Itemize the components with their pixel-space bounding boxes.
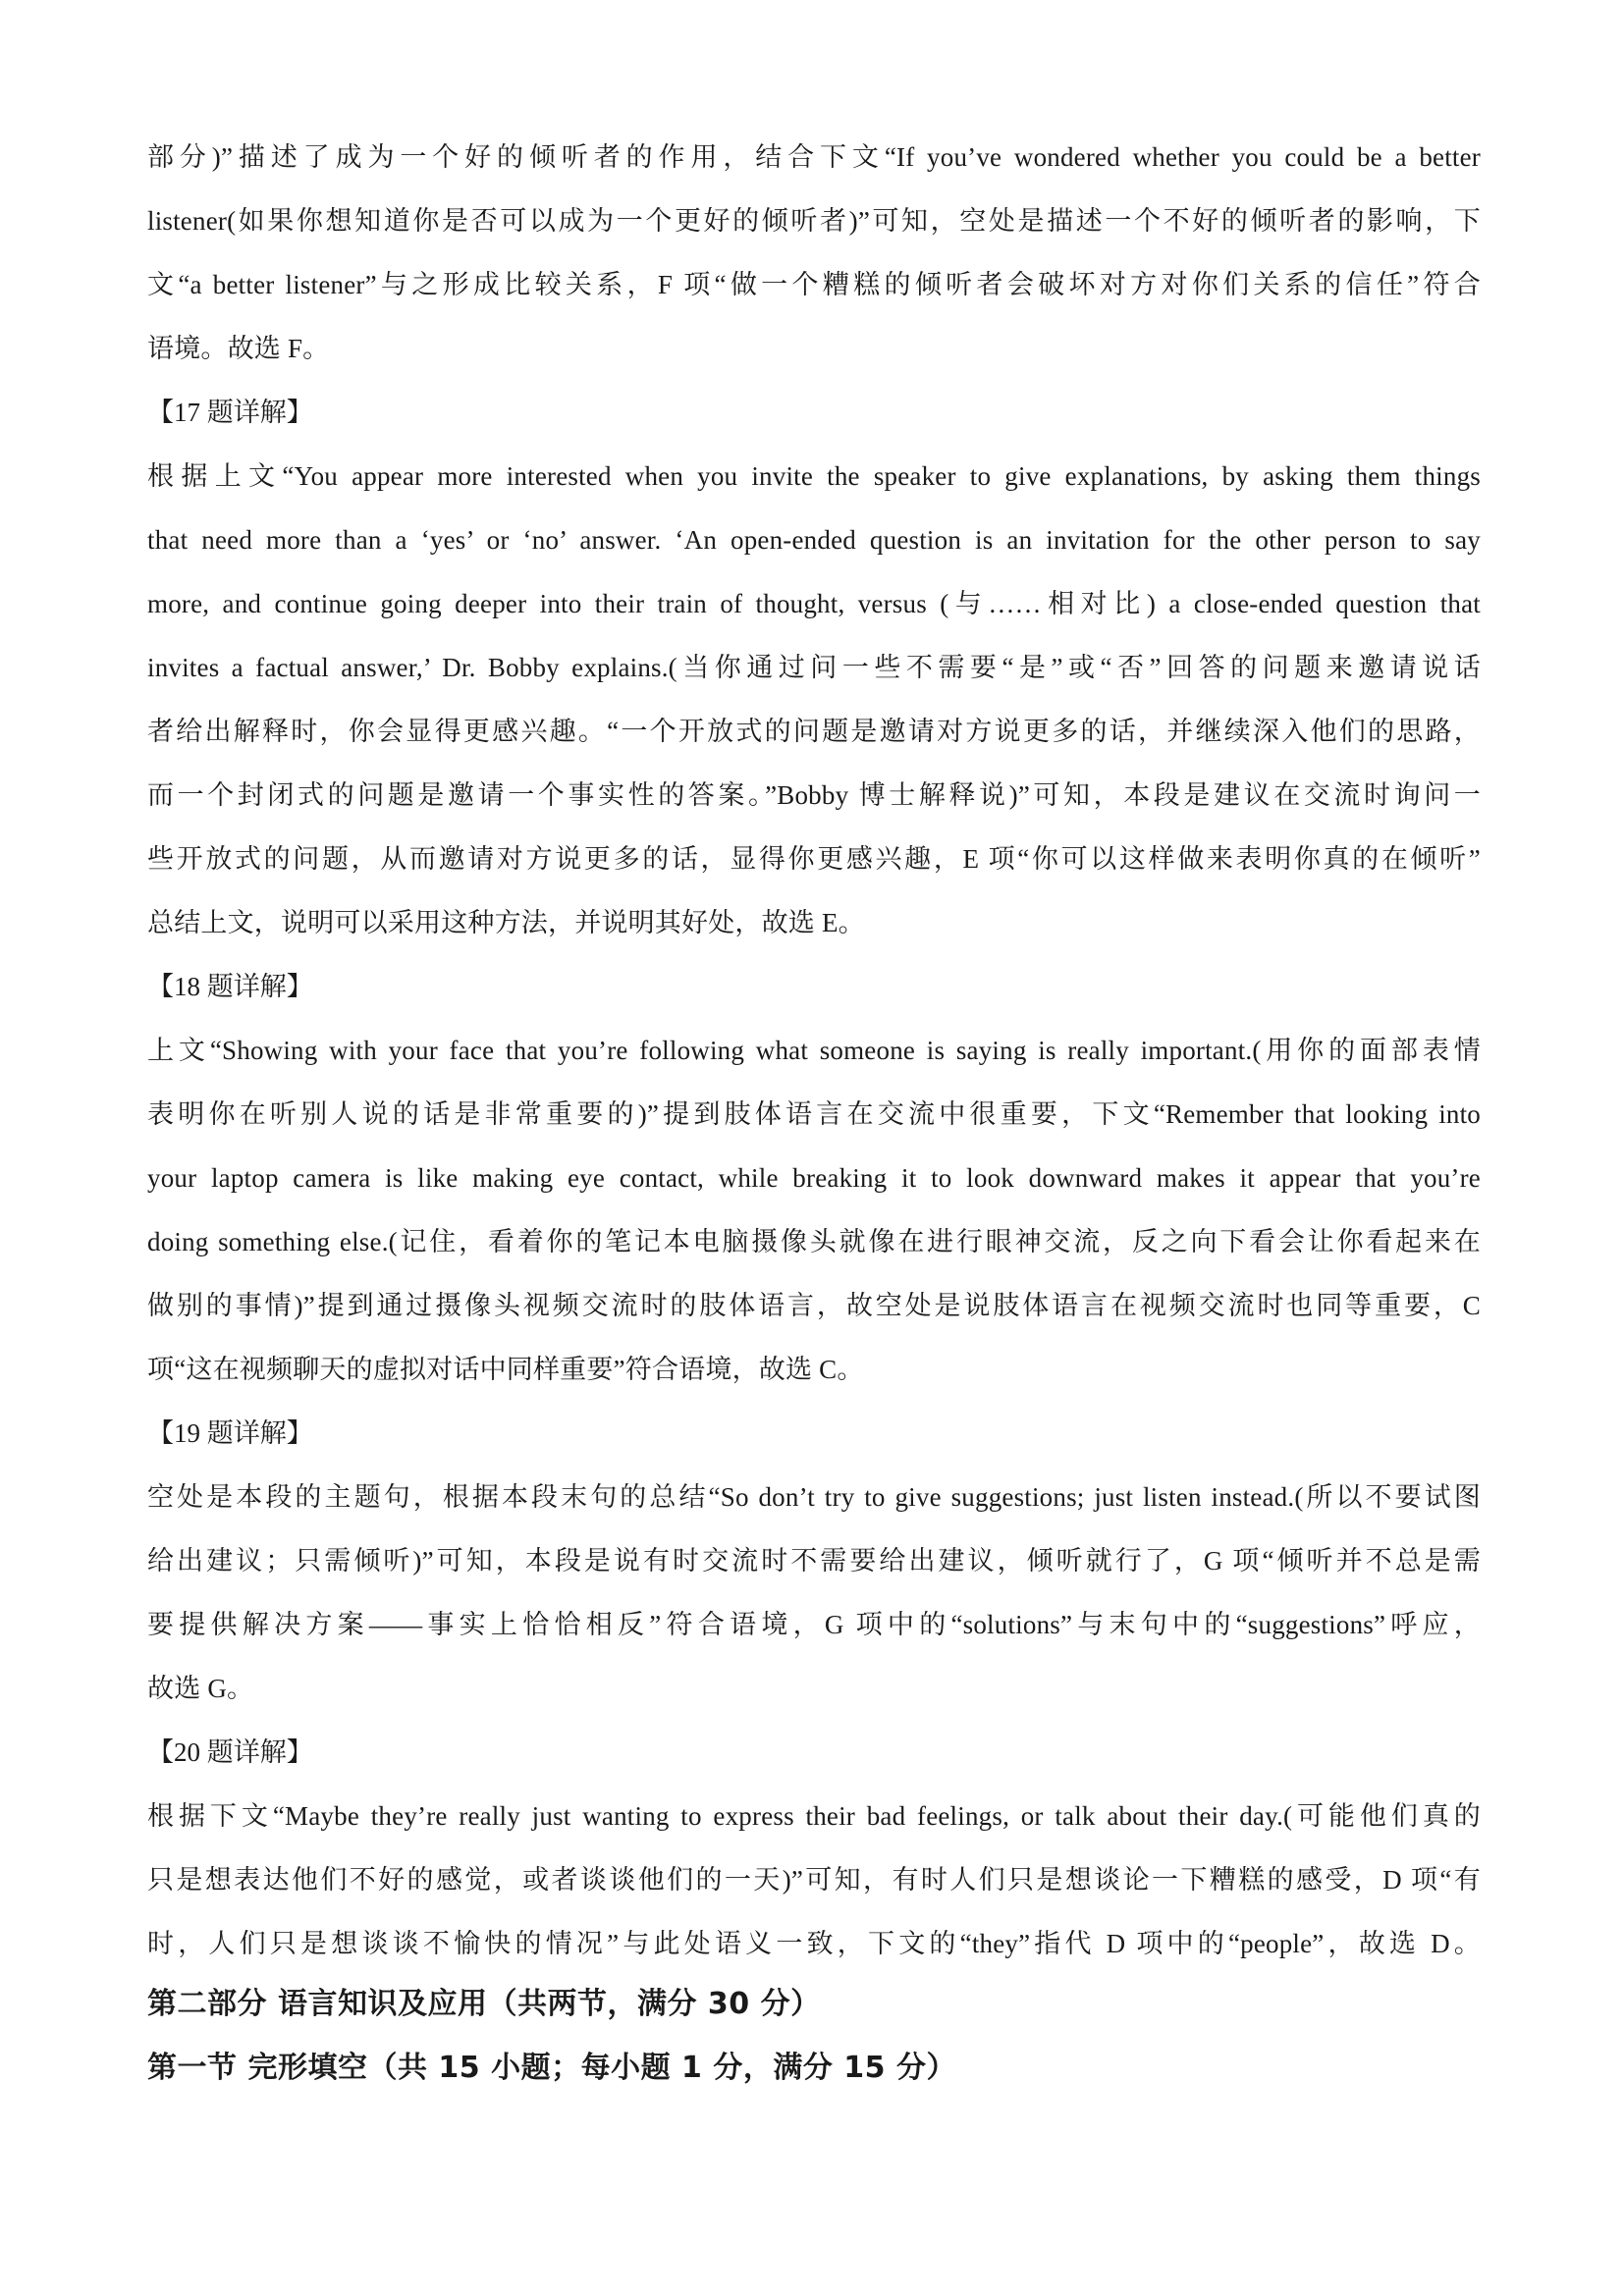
q18-heading: 【18 题详解】 (147, 972, 313, 1001)
q16-line-4: 语境。故选 F。 (147, 334, 330, 363)
q16-line-2: listener(如果你想知道你是否可以成为一个更好的倾听者)”可知，空处是描述一个不好的倾听者的影响，下 (147, 206, 1481, 236)
q18-line-5: 做别的事情)”提到通过摄像头视频交流时的肢体语言，故空处是说肢体语言在视频交流时也同等重要，C (147, 1291, 1481, 1320)
q20-heading: 【20 题详解】 (147, 1737, 313, 1767)
section-one-heading: 第一节 完形填空（共 15 小题；每小题 1 分，满分 15 分） (147, 2051, 956, 2085)
q17-line-7: 些开放式的问题，从而邀请对方说更多的话，显得你更感兴趣，E 项“你可以这样做来表明你真的在倾听” (147, 844, 1481, 874)
q17-line-1: 根据上文“You appear more interested when you invite the speaker to give explanations, by asking them things (147, 461, 1481, 491)
q17-line-2: that need more than a ‘yes’ or ‘no’ answer. ‘An open-ended question is an invitation for the other person to say (147, 525, 1481, 555)
q18-line-2: 表明你在听别人说的话是非常重要的)”提到肢体语言在交流中很重要，下文“Remember that looking into (147, 1099, 1481, 1129)
q16-line-1: 部分)”描述了成为一个好的倾听者的作用，结合下文“If you’ve wondered whether you could be a better (147, 142, 1481, 172)
part-two-heading: 第二部分 语言知识及应用（共两节，满分 30 分） (147, 1987, 821, 2021)
q17-line-4: invites a factual answer,’ Dr. Bobby explains.(当你通过问一些不需要“是”或“否”回答的问题来邀请说话 (147, 653, 1481, 682)
q19-line-2: 给出建议；只需倾听)”可知，本段是说有时交流时不需要给出建议，倾听就行了，G 项“倾听并不总是需 (147, 1546, 1481, 1575)
q16-line-3: 文“a better listener”与之形成比较关系，F 项“做一个糟糕的倾听者会破坏对方对你们关系的信任”符合 (147, 270, 1481, 299)
q18-line-4: doing something else.(记住，看着你的笔记本电脑摄像头就像在进行眼神交流，反之向下看会让你看起来在 (147, 1227, 1481, 1256)
q18-line-6: 项“这在视频聊天的虚拟对话中同样重要”符合语境，故选 C。 (147, 1355, 864, 1384)
q18-line-1: 上文“Showing with your face that you’re following what someone is saying is really important.(用你的面部表情 (147, 1036, 1481, 1065)
q17-line-6: 而一个封闭式的问题是邀请一个事实性的答案。”Bobby 博士解释说)”可知，本段是建议在交流时询问一 (147, 780, 1481, 810)
q19-line-1: 空处是本段的主题句，根据本段末句的总结“So don’t try to give suggestions; just listen instead.(所以不要试图 (147, 1482, 1481, 1512)
q17-line-5: 者给出解释时，你会显得更感兴趣。“一个开放式的问题是邀请对方说更多的话，并继续深入他们的思路， (147, 717, 1481, 746)
q17-line-3: more, and continue going deeper into their train of thought, versus (与……相对比) a close-ended question that (147, 589, 1481, 618)
q19-line-3: 要提供解决方案——事实上恰恰相反”符合语境，G 项中的“solutions”与末句中的“suggestions”呼应， (147, 1610, 1481, 1639)
q20-line-1: 根据下文“Maybe they’re really just wanting to express their bad feelings, or talk about their day.(可能他们真的 (147, 1801, 1481, 1831)
q20-line-3: 时，人们只是想谈谈不愉快的情况”与此处语义一致，下文的“they”指代 D 项中的“people”，故选 D。 (147, 1929, 1481, 1958)
q17-heading: 【17 题详解】 (147, 398, 313, 427)
q20-line-2: 只是想表达他们不好的感觉，或者谈谈他们的一天)”可知，有时人们只是想谈论一下糟糕的感受，D 项“有 (147, 1865, 1481, 1895)
q19-heading: 【19 题详解】 (147, 1418, 313, 1448)
q19-line-4: 故选 G。 (147, 1674, 254, 1703)
q17-line-8: 总结上文，说明可以采用这种方法，并说明其好处，故选 E。 (147, 908, 865, 937)
q18-line-3: your laptop camera is like making eye contact, while breaking it to look downward makes it appear that you’re (147, 1163, 1481, 1193)
